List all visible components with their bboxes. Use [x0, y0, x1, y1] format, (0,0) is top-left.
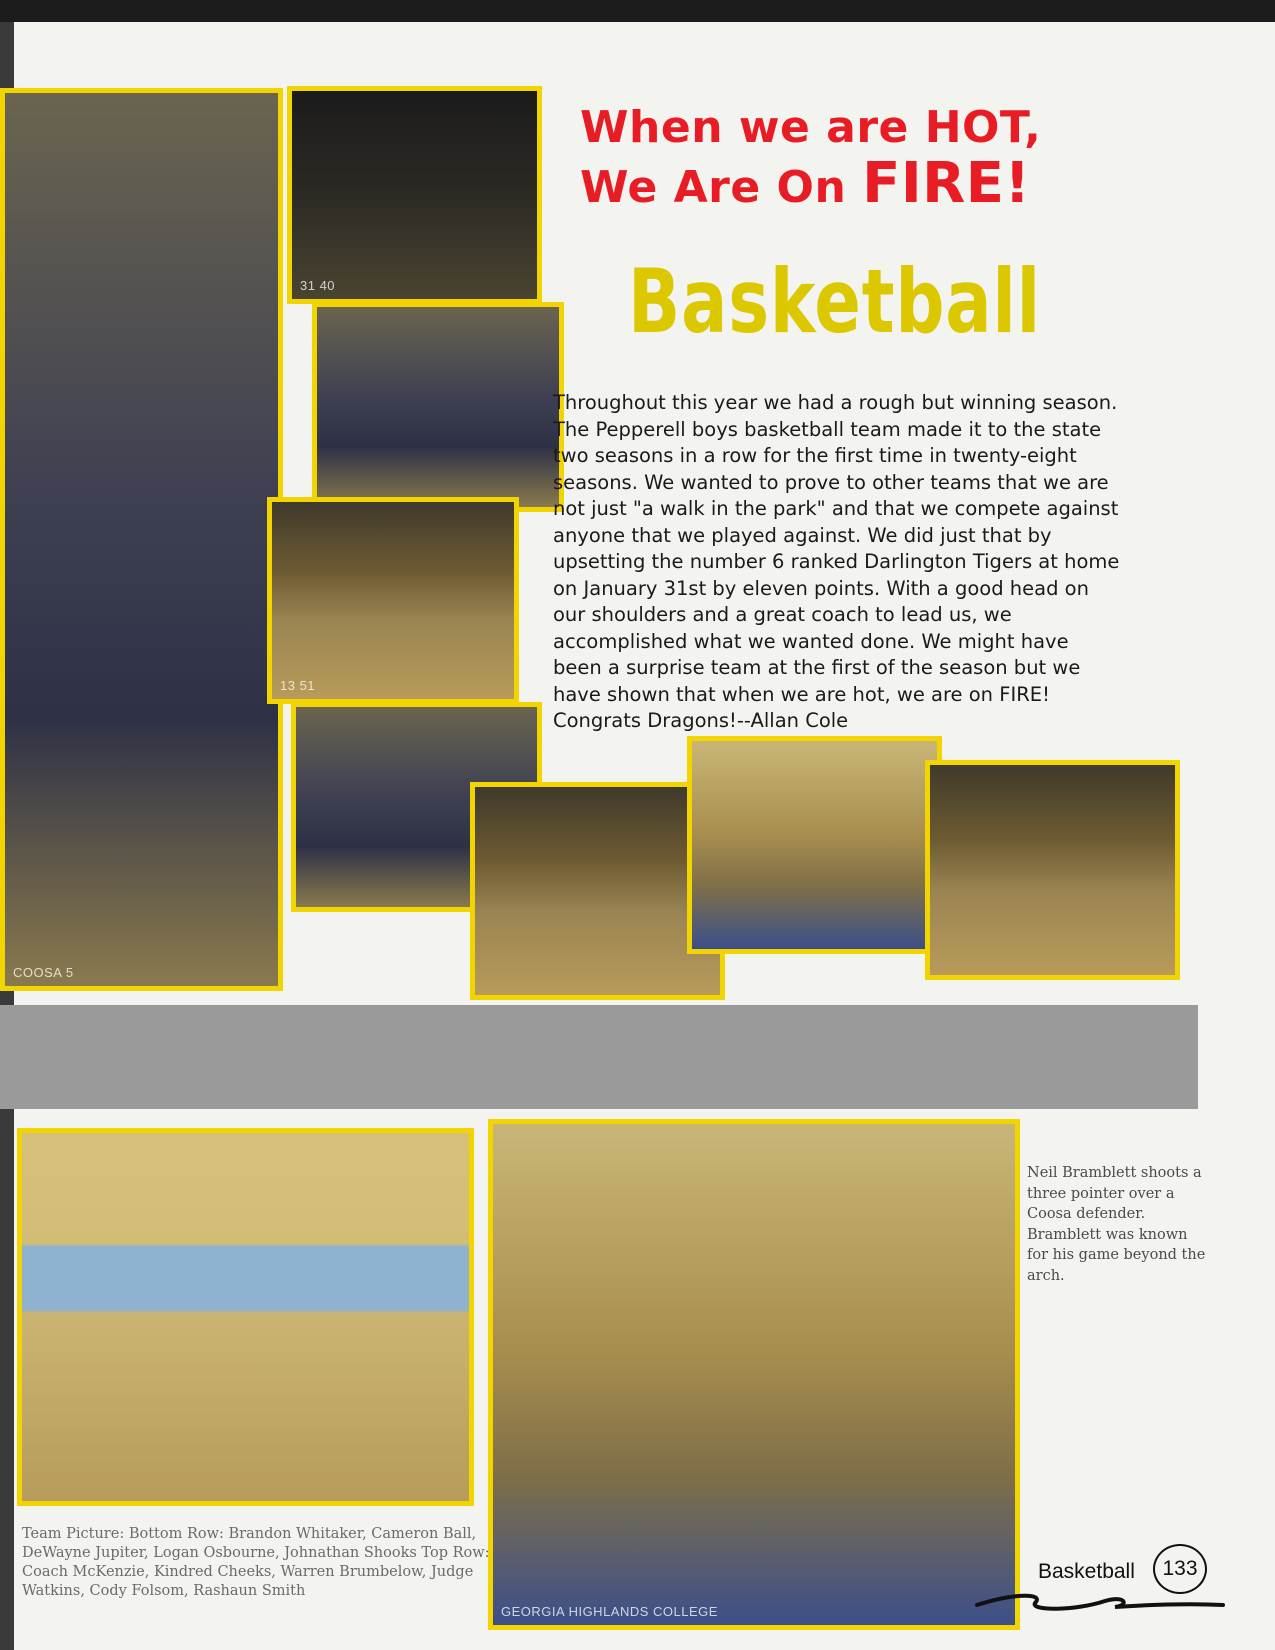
- section-title: Basketball: [628, 250, 1041, 353]
- headline: [580, 100, 1100, 216]
- photo-referee-crowd: [0, 88, 283, 991]
- headline-line2: [580, 151, 1100, 216]
- photo-label: 31 40: [300, 278, 336, 293]
- photo-scorers-table: [312, 302, 564, 512]
- photo-handshake: [925, 760, 1180, 980]
- headline-line1: When we are HOT,: [580, 102, 1042, 153]
- photo-team: [17, 1128, 474, 1506]
- photo-game-action: [267, 497, 519, 704]
- divider-band: [0, 1005, 1198, 1109]
- photo-label: COOSA 5: [13, 965, 74, 980]
- footer-section-label: Basketball: [1038, 1560, 1135, 1583]
- scan-top-edge: [0, 0, 1275, 22]
- page-number: 133: [1153, 1544, 1207, 1594]
- photo-court-play: [687, 736, 942, 954]
- article-body: Throughout this year we had a rough but winning season. The Pepperell boys basketball team made it to the state two seasons in a row for the first time in twenty-eight seasons. We wanted to prove to other teams that we are not just "a walk in the park" and that we compete against anyone that we played against. We did just that by upsetting the number 6 ranked Darlington Tigers at home on January 31st by eleven points. With a good head on our shoulders and a great coach to lead us, we accomplished what we wanted done. We might have been a surprise team at the first of the season but we have shown that when we are hot, we are on FIRE! Congrats Dragons!--Allan Cole: [553, 391, 1120, 732]
- caption-team-picture: Team Picture: Bottom Row: Brandon Whitaker, Cameron Ball, DeWayne Jupiter, Logan Osbourne, Johnathan Shooks Top Row: Coach McKenzie, Kindred Cheeks, Warren Brumbelow, Judge Watkins, Cody Folsom, Rashaun Smith: [22, 1526, 490, 1599]
- photo-three-pointer: [488, 1119, 1020, 1630]
- caption-shooter: Neil Bramblett shoots a three pointer over a Coosa defender. Bramblett was known for his game beyond the arch.: [1027, 1165, 1206, 1284]
- photo-players-bench: [287, 86, 542, 304]
- headline-line2-prefix: We Are On: [580, 162, 863, 213]
- photo-label: 13 51: [280, 678, 316, 693]
- photo-label: GEORGIA HIGHLANDS COLLEGE: [501, 1604, 718, 1619]
- headline-fire: FIRE!: [862, 151, 1031, 216]
